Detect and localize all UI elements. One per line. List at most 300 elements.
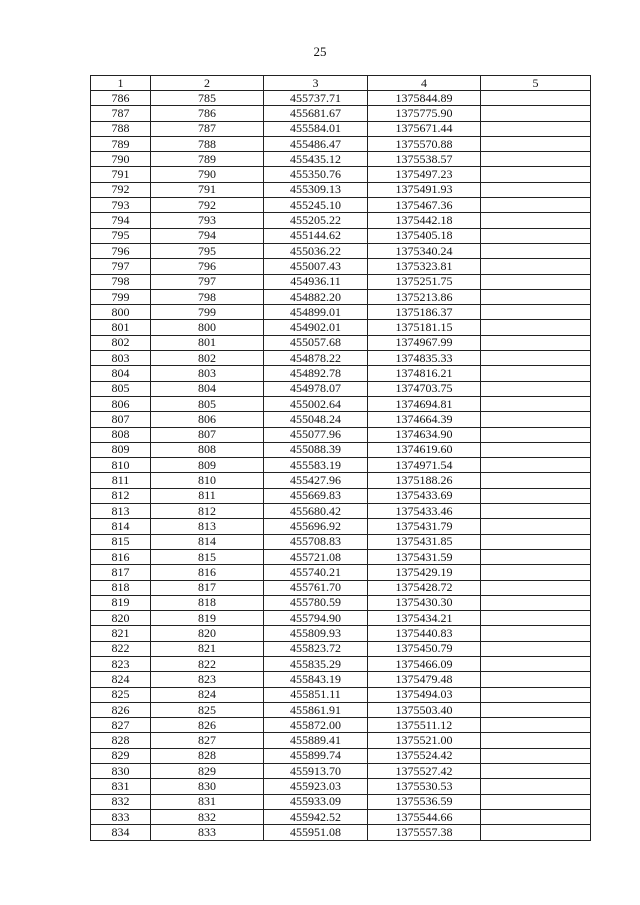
- table-cell-col-2: 813: [151, 519, 264, 534]
- table-cell-col-2: 804: [151, 381, 264, 396]
- table-cell-col-3: 455872.00: [264, 718, 368, 733]
- table-cell-col-2: 823: [151, 672, 264, 687]
- table-cell-col-2: 833: [151, 825, 264, 840]
- table-cell-col-5: [481, 167, 591, 182]
- table-row: [91, 718, 591, 733]
- table-row: [91, 488, 591, 503]
- table-cell-col-4: 1375450.79: [368, 641, 481, 656]
- table-row: [91, 825, 591, 840]
- table-row: [91, 136, 591, 151]
- table-row: [91, 473, 591, 488]
- table-row: [91, 335, 591, 350]
- table-cell-col-3: 454882.20: [264, 289, 368, 304]
- table-cell-col-5: [481, 595, 591, 610]
- table-cell-col-5: [481, 504, 591, 519]
- table-cell-col-2: 821: [151, 641, 264, 656]
- table-row: [91, 213, 591, 228]
- table-cell-col-1: 799: [91, 289, 151, 304]
- table-cell-col-2: 786: [151, 106, 264, 121]
- table-cell-col-2: 817: [151, 580, 264, 595]
- table-cell-col-4: 1375440.83: [368, 626, 481, 641]
- table-cell-col-2: 806: [151, 412, 264, 427]
- table-cell-col-4: 1375428.72: [368, 580, 481, 595]
- table-cell-col-4: 1375433.46: [368, 504, 481, 519]
- table-cell-col-5: [481, 549, 591, 564]
- table-cell-col-3: 455007.43: [264, 259, 368, 274]
- column-header-2: 2: [151, 76, 264, 91]
- table-cell-col-1: 822: [91, 641, 151, 656]
- table-cell-col-2: 792: [151, 198, 264, 213]
- table-cell-col-5: [481, 289, 591, 304]
- table-cell-col-1: 793: [91, 198, 151, 213]
- table-cell-col-1: 829: [91, 748, 151, 763]
- table-cell-col-5: [481, 442, 591, 457]
- table-cell-col-2: 819: [151, 611, 264, 626]
- table-row: [91, 748, 591, 763]
- table-cell-col-5: [481, 381, 591, 396]
- table-cell-col-4: 1375340.24: [368, 243, 481, 258]
- table-cell-col-2: 809: [151, 458, 264, 473]
- table-cell-col-1: 825: [91, 687, 151, 702]
- table-cell-col-4: 1375491.93: [368, 182, 481, 197]
- table-cell-col-3: 455761.70: [264, 580, 368, 595]
- table-cell-col-2: 814: [151, 534, 264, 549]
- table-cell-col-3: 455350.76: [264, 167, 368, 182]
- table-cell-col-4: 1375186.37: [368, 305, 481, 320]
- table-cell-col-1: 810: [91, 458, 151, 473]
- table-cell-col-4: 1375511.12: [368, 718, 481, 733]
- table-cell-col-3: 455794.90: [264, 611, 368, 626]
- table-cell-col-3: 455435.12: [264, 152, 368, 167]
- table-cell-col-3: 454936.11: [264, 274, 368, 289]
- table-cell-col-5: [481, 718, 591, 733]
- table-body: [91, 91, 591, 841]
- table-row: [91, 381, 591, 396]
- table-cell-col-4: 1375497.23: [368, 167, 481, 182]
- table-cell-col-5: [481, 335, 591, 350]
- table-cell-col-3: 455002.64: [264, 396, 368, 411]
- table-row: [91, 228, 591, 243]
- table-cell-col-3: 455923.03: [264, 779, 368, 794]
- table-cell-col-2: 822: [151, 656, 264, 671]
- table-cell-col-4: 1375431.85: [368, 534, 481, 549]
- page-number: 25: [313, 44, 327, 59]
- table-cell-col-4: 1375431.59: [368, 549, 481, 564]
- column-header-1: 1: [91, 76, 151, 91]
- table-cell-col-4: 1375431.79: [368, 519, 481, 534]
- table-row: [91, 702, 591, 717]
- table-cell-col-1: 805: [91, 381, 151, 396]
- table-cell-col-1: 809: [91, 442, 151, 457]
- table-cell-col-4: 1375521.00: [368, 733, 481, 748]
- table-row: [91, 305, 591, 320]
- table-row: [91, 641, 591, 656]
- table-cell-col-3: 455696.92: [264, 519, 368, 534]
- table-cell-col-3: 455823.72: [264, 641, 368, 656]
- table-cell-col-3: 455721.08: [264, 549, 368, 564]
- table-cell-col-4: 1374835.33: [368, 351, 481, 366]
- table-cell-col-4: 1375775.90: [368, 106, 481, 121]
- table-cell-col-3: 455889.41: [264, 733, 368, 748]
- table-cell-col-3: 455737.71: [264, 91, 368, 106]
- table-cell-col-3: 455088.39: [264, 442, 368, 457]
- table-row: [91, 687, 591, 702]
- table-cell-col-5: [481, 733, 591, 748]
- table-cell-col-2: 832: [151, 809, 264, 824]
- coordinates-table: [90, 75, 591, 841]
- table-cell-col-3: 455077.96: [264, 427, 368, 442]
- table-cell-col-4: 1375479.48: [368, 672, 481, 687]
- table-cell-col-1: 808: [91, 427, 151, 442]
- table-cell-col-2: 815: [151, 549, 264, 564]
- column-header-4: 4: [368, 76, 481, 91]
- table-cell-col-2: 811: [151, 488, 264, 503]
- column-header-5: 5: [481, 76, 591, 91]
- table-cell-col-4: 1375429.19: [368, 565, 481, 580]
- table-cell-col-1: 833: [91, 809, 151, 824]
- table-cell-col-4: 1375671.44: [368, 121, 481, 136]
- table-cell-col-5: [481, 213, 591, 228]
- table-cell-col-2: 812: [151, 504, 264, 519]
- table-cell-col-1: 831: [91, 779, 151, 794]
- table-cell-col-3: 455740.21: [264, 565, 368, 580]
- table-cell-col-5: [481, 672, 591, 687]
- table-cell-col-1: 815: [91, 534, 151, 549]
- table-row: [91, 764, 591, 779]
- table-row: [91, 412, 591, 427]
- table-cell-col-5: [481, 764, 591, 779]
- table-row: [91, 519, 591, 534]
- table-cell-col-3: 455036.22: [264, 243, 368, 258]
- table-cell-col-5: [481, 519, 591, 534]
- table-row: [91, 91, 591, 106]
- table-cell-col-3: 455680.42: [264, 504, 368, 519]
- table-cell-col-1: 816: [91, 549, 151, 564]
- table-cell-col-5: [481, 580, 591, 595]
- table-cell-col-3: 454899.01: [264, 305, 368, 320]
- table-row: [91, 106, 591, 121]
- table-cell-col-5: [481, 809, 591, 824]
- table-cell-col-5: [481, 396, 591, 411]
- table-cell-col-4: 1375524.42: [368, 748, 481, 763]
- table-cell-col-1: 802: [91, 335, 151, 350]
- table-row: [91, 366, 591, 381]
- table-cell-col-1: 828: [91, 733, 151, 748]
- table-cell-col-4: 1375494.03: [368, 687, 481, 702]
- table-cell-col-2: 826: [151, 718, 264, 733]
- table-row: [91, 534, 591, 549]
- table-row: [91, 396, 591, 411]
- table-cell-col-5: [481, 702, 591, 717]
- table-cell-col-5: [481, 565, 591, 580]
- table-row: [91, 504, 591, 519]
- table-cell-col-1: 797: [91, 259, 151, 274]
- table-cell-col-2: 827: [151, 733, 264, 748]
- table-cell-col-4: 1375570.88: [368, 136, 481, 151]
- table-row: [91, 672, 591, 687]
- table-cell-col-5: [481, 626, 591, 641]
- table-cell-col-5: [481, 748, 591, 763]
- table-cell-col-2: 808: [151, 442, 264, 457]
- table-row: [91, 243, 591, 258]
- table-cell-col-1: 817: [91, 565, 151, 580]
- table-cell-col-5: [481, 641, 591, 656]
- table-cell-col-1: 818: [91, 580, 151, 595]
- table-cell-col-1: 823: [91, 656, 151, 671]
- table-cell-col-3: 455913.70: [264, 764, 368, 779]
- table-cell-col-2: 797: [151, 274, 264, 289]
- table-row: [91, 442, 591, 457]
- table-cell-col-4: 1375844.89: [368, 91, 481, 106]
- table-cell-col-1: 792: [91, 182, 151, 197]
- table-cell-col-2: 788: [151, 136, 264, 151]
- table-cell-col-4: 1375467.36: [368, 198, 481, 213]
- table-row: [91, 167, 591, 182]
- table-cell-col-5: [481, 243, 591, 258]
- table-row: [91, 320, 591, 335]
- table-cell-col-5: [481, 91, 591, 106]
- table-cell-col-4: 1375251.75: [368, 274, 481, 289]
- table-cell-col-2: 810: [151, 473, 264, 488]
- table-cell-col-4: 1374634.90: [368, 427, 481, 442]
- table-row: [91, 198, 591, 213]
- table-row: [91, 779, 591, 794]
- table-cell-col-3: 455309.13: [264, 182, 368, 197]
- table-cell-col-5: [481, 794, 591, 809]
- table-cell-col-2: 818: [151, 595, 264, 610]
- table-cell-col-2: 816: [151, 565, 264, 580]
- table-cell-col-5: [481, 121, 591, 136]
- table-cell-col-3: 455708.83: [264, 534, 368, 549]
- table-cell-col-3: 455205.22: [264, 213, 368, 228]
- table-cell-col-5: [481, 259, 591, 274]
- table-row: [91, 580, 591, 595]
- table-cell-col-2: 787: [151, 121, 264, 136]
- table-cell-col-3: 455780.59: [264, 595, 368, 610]
- table-cell-col-4: 1375557.38: [368, 825, 481, 840]
- table-cell-col-2: 803: [151, 366, 264, 381]
- table-cell-col-2: 798: [151, 289, 264, 304]
- table-cell-col-1: 788: [91, 121, 151, 136]
- table-cell-col-1: 801: [91, 320, 151, 335]
- table-cell-col-3: 455861.91: [264, 702, 368, 717]
- table-cell-col-4: 1375188.26: [368, 473, 481, 488]
- table-row: [91, 809, 591, 824]
- table-cell-col-5: [481, 305, 591, 320]
- table-cell-col-2: 795: [151, 243, 264, 258]
- table-cell-col-1: 791: [91, 167, 151, 182]
- table-cell-col-2: 802: [151, 351, 264, 366]
- table-cell-col-4: 1375536.59: [368, 794, 481, 809]
- table-cell-col-2: 799: [151, 305, 264, 320]
- table-cell-col-3: 455843.19: [264, 672, 368, 687]
- column-header-3: 3: [264, 76, 368, 91]
- table-cell-col-1: 786: [91, 91, 151, 106]
- table-row: [91, 152, 591, 167]
- table-cell-col-2: 790: [151, 167, 264, 182]
- table-cell-col-5: [481, 274, 591, 289]
- table-cell-col-1: 796: [91, 243, 151, 258]
- table-cell-col-2: 825: [151, 702, 264, 717]
- table-cell-col-4: 1375538.57: [368, 152, 481, 167]
- table-cell-col-5: [481, 427, 591, 442]
- table-cell-col-4: 1375433.69: [368, 488, 481, 503]
- table-cell-col-1: 819: [91, 595, 151, 610]
- table-cell-col-2: 793: [151, 213, 264, 228]
- table-cell-col-4: 1374967.99: [368, 335, 481, 350]
- table-row: [91, 626, 591, 641]
- table-cell-col-5: [481, 182, 591, 197]
- table-cell-col-2: 805: [151, 396, 264, 411]
- table-cell-col-5: [481, 366, 591, 381]
- table-row: [91, 121, 591, 136]
- table-cell-col-3: 455245.10: [264, 198, 368, 213]
- table-cell-col-4: 1375503.40: [368, 702, 481, 717]
- table-cell-col-1: 789: [91, 136, 151, 151]
- table-cell-col-3: 455951.08: [264, 825, 368, 840]
- table-cell-col-5: [481, 473, 591, 488]
- header-row: [91, 76, 591, 91]
- table-cell-col-4: 1374619.60: [368, 442, 481, 457]
- table-cell-col-4: 1374971.54: [368, 458, 481, 473]
- table-cell-col-4: 1375530.53: [368, 779, 481, 794]
- table-cell-col-4: 1375527.42: [368, 764, 481, 779]
- table-cell-col-5: [481, 351, 591, 366]
- table-row: [91, 611, 591, 626]
- table-cell-col-1: 787: [91, 106, 151, 121]
- table-cell-col-1: 827: [91, 718, 151, 733]
- table-cell-col-2: 830: [151, 779, 264, 794]
- table-cell-col-1: 811: [91, 473, 151, 488]
- table-row: [91, 274, 591, 289]
- table-cell-col-4: 1375213.86: [368, 289, 481, 304]
- table-cell-col-2: 831: [151, 794, 264, 809]
- table-row: [91, 656, 591, 671]
- table-cell-col-3: 455851.11: [264, 687, 368, 702]
- table-cell-col-4: 1375181.15: [368, 320, 481, 335]
- table-cell-col-4: 1375544.66: [368, 809, 481, 824]
- table-cell-col-2: 789: [151, 152, 264, 167]
- table-cell-col-4: 1375434.21: [368, 611, 481, 626]
- table-cell-col-5: [481, 687, 591, 702]
- table-cell-col-5: [481, 611, 591, 626]
- table-cell-col-4: 1375466.09: [368, 656, 481, 671]
- table-cell-col-3: 455809.93: [264, 626, 368, 641]
- table-cell-col-2: 800: [151, 320, 264, 335]
- table-cell-col-1: 814: [91, 519, 151, 534]
- table-row: [91, 351, 591, 366]
- table-cell-col-3: 455899.74: [264, 748, 368, 763]
- table-cell-col-3: 455144.62: [264, 228, 368, 243]
- table-cell-col-2: 807: [151, 427, 264, 442]
- table-cell-col-4: 1375405.18: [368, 228, 481, 243]
- table-cell-col-1: 806: [91, 396, 151, 411]
- table-cell-col-1: 812: [91, 488, 151, 503]
- table-cell-col-1: 804: [91, 366, 151, 381]
- table-cell-col-1: 826: [91, 702, 151, 717]
- table-cell-col-3: 455048.24: [264, 412, 368, 427]
- table-cell-col-1: 790: [91, 152, 151, 167]
- table-cell-col-5: [481, 534, 591, 549]
- table-cell-col-3: 455486.47: [264, 136, 368, 151]
- table-cell-col-2: 828: [151, 748, 264, 763]
- table-cell-col-5: [481, 825, 591, 840]
- table-row: [91, 733, 591, 748]
- table-cell-col-1: 803: [91, 351, 151, 366]
- table-row: [91, 595, 591, 610]
- table-cell-col-3: 455427.96: [264, 473, 368, 488]
- table-row: [91, 427, 591, 442]
- table-cell-col-3: 455669.83: [264, 488, 368, 503]
- table-cell-col-2: 801: [151, 335, 264, 350]
- table-cell-col-4: 1375430.30: [368, 595, 481, 610]
- table-cell-col-1: 824: [91, 672, 151, 687]
- table-cell-col-5: [481, 198, 591, 213]
- table-cell-col-4: 1374816.21: [368, 366, 481, 381]
- table-cell-col-1: 834: [91, 825, 151, 840]
- table-cell-col-3: 455933.09: [264, 794, 368, 809]
- table-cell-col-5: [481, 136, 591, 151]
- table-cell-col-1: 800: [91, 305, 151, 320]
- table-cell-col-2: 794: [151, 228, 264, 243]
- table-row: [91, 458, 591, 473]
- table-cell-col-2: 829: [151, 764, 264, 779]
- table-cell-col-3: 455942.52: [264, 809, 368, 824]
- table-row: [91, 259, 591, 274]
- table-cell-col-3: 455584.01: [264, 121, 368, 136]
- table-cell-col-1: 798: [91, 274, 151, 289]
- table-cell-col-3: 454892.78: [264, 366, 368, 381]
- table-cell-col-5: [481, 106, 591, 121]
- table-cell-col-3: 455583.19: [264, 458, 368, 473]
- table-cell-col-5: [481, 320, 591, 335]
- table-cell-col-1: 832: [91, 794, 151, 809]
- table-cell-col-5: [481, 228, 591, 243]
- table-cell-col-1: 795: [91, 228, 151, 243]
- table-cell-col-3: 455681.67: [264, 106, 368, 121]
- table-header: [91, 76, 591, 91]
- table-cell-col-3: 454878.22: [264, 351, 368, 366]
- table-cell-col-2: 824: [151, 687, 264, 702]
- table-cell-col-2: 785: [151, 91, 264, 106]
- table-cell-col-4: 1374694.81: [368, 396, 481, 411]
- table-cell-col-2: 820: [151, 626, 264, 641]
- table-cell-col-5: [481, 152, 591, 167]
- table-cell-col-3: 454902.01: [264, 320, 368, 335]
- table-cell-col-5: [481, 488, 591, 503]
- table-row: [91, 794, 591, 809]
- table-cell-col-1: 820: [91, 611, 151, 626]
- table-cell-col-2: 796: [151, 259, 264, 274]
- table-cell-col-5: [481, 779, 591, 794]
- table-cell-col-2: 791: [151, 182, 264, 197]
- table-row: [91, 565, 591, 580]
- table-cell-col-5: [481, 412, 591, 427]
- table-cell-col-4: 1375442.18: [368, 213, 481, 228]
- table-cell-col-1: 821: [91, 626, 151, 641]
- table-cell-col-5: [481, 458, 591, 473]
- table-row: [91, 182, 591, 197]
- table-cell-col-4: 1374703.75: [368, 381, 481, 396]
- table-cell-col-1: 830: [91, 764, 151, 779]
- table-cell-col-4: 1374664.39: [368, 412, 481, 427]
- table-cell-col-4: 1375323.81: [368, 259, 481, 274]
- table-cell-col-5: [481, 656, 591, 671]
- table-cell-col-3: 455057.68: [264, 335, 368, 350]
- table-cell-col-1: 807: [91, 412, 151, 427]
- table-row: [91, 549, 591, 564]
- table-cell-col-1: 813: [91, 504, 151, 519]
